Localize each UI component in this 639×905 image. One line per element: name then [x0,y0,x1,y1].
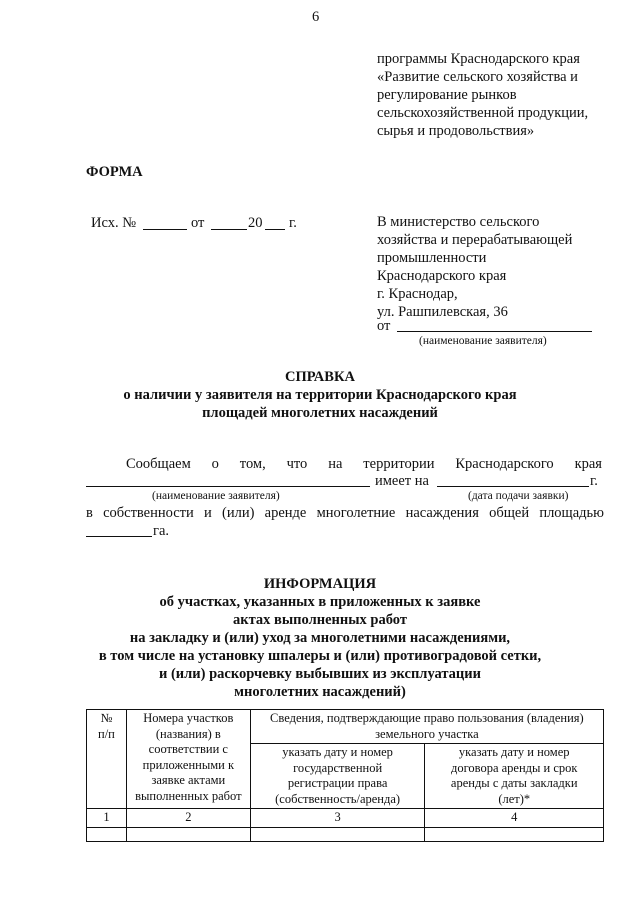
body-word: Сообщаем [126,456,191,472]
certificate-subtitle-line: о наличии у заявителя на территории Краснодарского края [123,387,517,403]
body-word: Краснодарского [455,456,554,472]
body-word: том, [239,456,266,472]
header-lease-cell: указать дату и номер договора аренды и срок аренды с даты закладки (лет)* [425,744,604,809]
table-header-row [87,710,604,744]
applicant-caption: (наименование заявителя) [419,335,547,347]
outgoing-from: от [191,215,205,231]
body-word: территории [363,456,435,472]
table-empty-cell [126,827,250,841]
addressee-line: Краснодарского края [377,268,507,284]
program-line: сырья и продовольствия» [377,123,535,139]
body-line-3: в собственности и (или) аренде многолетние насаждения общей площадью [86,505,604,521]
body-word: о [211,456,219,472]
outgoing-year-suffix: г. [289,215,297,231]
outgoing-prefix: Исх. № [91,215,137,231]
body-word: что [286,456,308,472]
body-word: на [328,456,343,472]
information-subtitle-line: и (или) раскорчевку выбывших из эксплуатации [158,666,481,682]
table-numbering-row [87,809,604,828]
body-line-1 [126,455,602,473]
body-caption-date: (дата подачи заявки) [468,490,569,502]
information-subtitle-line: многолетних насаждений) [234,684,406,700]
addressee-line: В министерство сельского [377,214,540,230]
program-line: «Развитие сельского хозяйства и [377,69,578,85]
information-subtitle-line: на закладку и (или) уход за многолетними насаждениями, [129,630,511,646]
addressee-line: г. Краснодар, [377,286,458,302]
program-line: регулирование рынков [377,87,517,103]
body-area-blank [86,536,152,537]
page-number: 6 [312,9,320,25]
body-has-on: имеет на [375,473,429,489]
applicant-name-blank [397,331,592,332]
outgoing-year: 20 [248,215,263,231]
information-title: ИНФОРМАЦИЯ [263,576,377,592]
program-block [377,50,588,140]
body-date-blank [437,486,589,487]
certificate-heading [30,368,610,422]
outgoing-number-blank [143,229,187,230]
body-caption-applicant: (наименование заявителя) [152,490,280,502]
header-number-cell: № п/п [87,710,127,809]
information-table [86,709,604,842]
addressee-line: хозяйства и перерабатывающей [377,232,573,248]
program-line: сельскохозяйственной продукции, [377,105,589,121]
column-number-cell: 4 [425,809,604,828]
outgoing-date-blank [211,229,247,230]
table-empty-cell [425,827,604,841]
body-word: края [574,456,602,472]
form-label: ФОРМА [86,164,143,180]
body-date-suffix: г. [590,473,598,489]
addressee-line: ул. Рашпилевская, 36 [377,304,508,320]
certificate-subtitle-line: площадей многолетних насаждений [202,405,438,421]
column-number-cell: 2 [126,809,250,828]
addressee-block [377,213,572,321]
addressee-line: промышленности [377,250,487,266]
outgoing-year-blank [265,229,285,230]
certificate-title: СПРАВКА [285,369,355,385]
header-plots-cell: Номера участков (названия) в соответствии с приложенными к заявке актами выполненных работ [126,710,250,809]
column-number-cell: 1 [87,809,127,828]
information-heading [30,575,610,701]
table-row [87,827,604,841]
table-empty-cell [250,827,425,841]
table-empty-cell [87,827,127,841]
body-area-unit: га. [153,523,170,539]
header-rights-group-cell: Сведения, подтверждающие право пользования (владения) земельного участка [250,710,603,744]
information-subtitle-line: актах выполненных работ [233,612,407,628]
column-number-cell: 3 [250,809,425,828]
applicant-from-label: от [377,318,391,334]
information-subtitle-line: об участках, указанных в приложенных к заявке [159,594,481,610]
header-registration-cell: указать дату и номер государственной регистрации права (собственность/аренда) [250,744,425,809]
program-line: программы Краснодарского края [377,51,580,67]
body-applicant-blank [86,486,370,487]
information-subtitle-line: в том числе на установку шпалеры и (или) противоградовой сетки, [98,648,542,664]
